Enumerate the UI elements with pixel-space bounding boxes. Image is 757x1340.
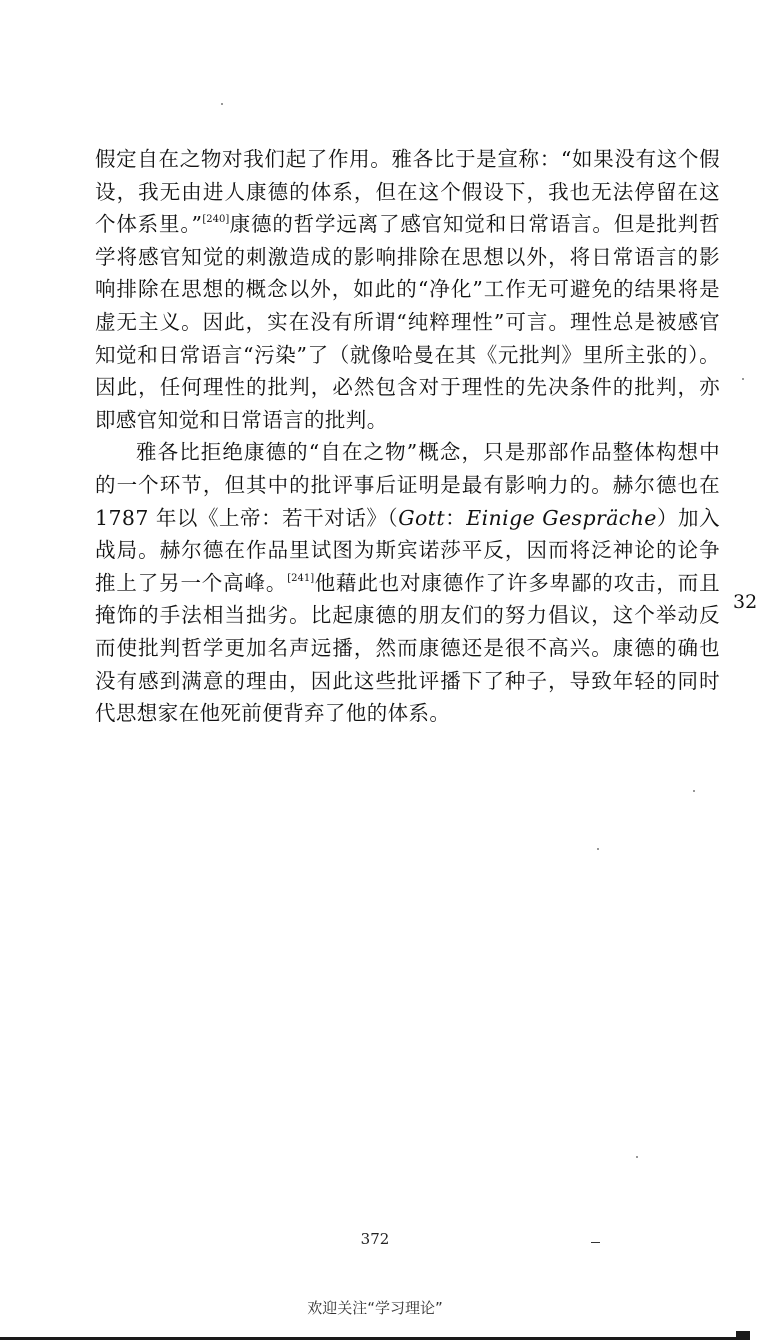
book-title-italic: Gott: [398, 505, 446, 530]
page-number: 372: [360, 1230, 390, 1248]
text-run: ）加入战局。赫尔德在作品里试图为斯宾诺莎平反，因而将泛神论的论争推上了另一个高峰。: [95, 505, 720, 595]
text-run: 雅各比拒绝康德的“自在之物”概念，只是那部作品整体构想中的一个环节，但其中的批评事后证明是最有影响力的。赫尔德也在 1787 年以《上帝：若干对话》（: [95, 440, 720, 530]
scan-speck: [693, 790, 695, 792]
paragraph-1: [95, 143, 720, 436]
text-run: 假定自在之物对我们起了作用。雅各比于是宣称：“如果没有这个假设，我无由进人康德的体系，但在这个假设下，我也无法停留在这个体系里。”: [95, 147, 720, 237]
footnote-marker-241[interactable]: [241]: [287, 572, 315, 584]
scan-speck: [221, 103, 223, 105]
footer-note: 欢迎关注“学习理论”: [307, 1299, 443, 1317]
text-run: 康德的哲学远离了感官知觉和日常语言。但是批判哲学将感官知觉的刺激造成的影响排除在思想以外，将日常语言的影响排除在思想的概念以外，如此的“净化”工作无可避免的结果将是虚无主义。因此，实在没有所谓“纯粹理性”可言。理性总是被感官知觉和日常语言“污染”了（就像哈曼在其《元批判》里所主张的）。因此，任何理性的批判，必然包含对于理性的先决条件的批判，亦即感官知觉和日常语言的批判。: [95, 212, 720, 432]
text-run: ：: [445, 505, 467, 530]
scan-speck: [597, 848, 599, 850]
scan-corner-mark: [736, 1331, 750, 1337]
scan-speck: [636, 1156, 638, 1158]
text-run: 他藉此也对康德作了许多卑鄙的攻击，而且掩饰的手法相当拙劣。比起康德的朋友们的努力倡议，这个举动反而使批判哲学更加名声远播，然而康德还是很不高兴。康德的确也没有感到满意的理由，因此这些批评播下了种子，导致年轻的同时代思想家在他死前便背弃了他的体系。: [95, 570, 720, 726]
body-text: [95, 143, 720, 730]
scan-mark: [591, 1242, 600, 1243]
margin-page-number: 32: [733, 591, 757, 613]
scan-speck: [742, 378, 744, 380]
paragraph-2: [95, 436, 720, 729]
book-subtitle-italic: Einige Gespräche: [466, 505, 657, 530]
footnote-marker-240[interactable]: [240]: [202, 214, 230, 226]
